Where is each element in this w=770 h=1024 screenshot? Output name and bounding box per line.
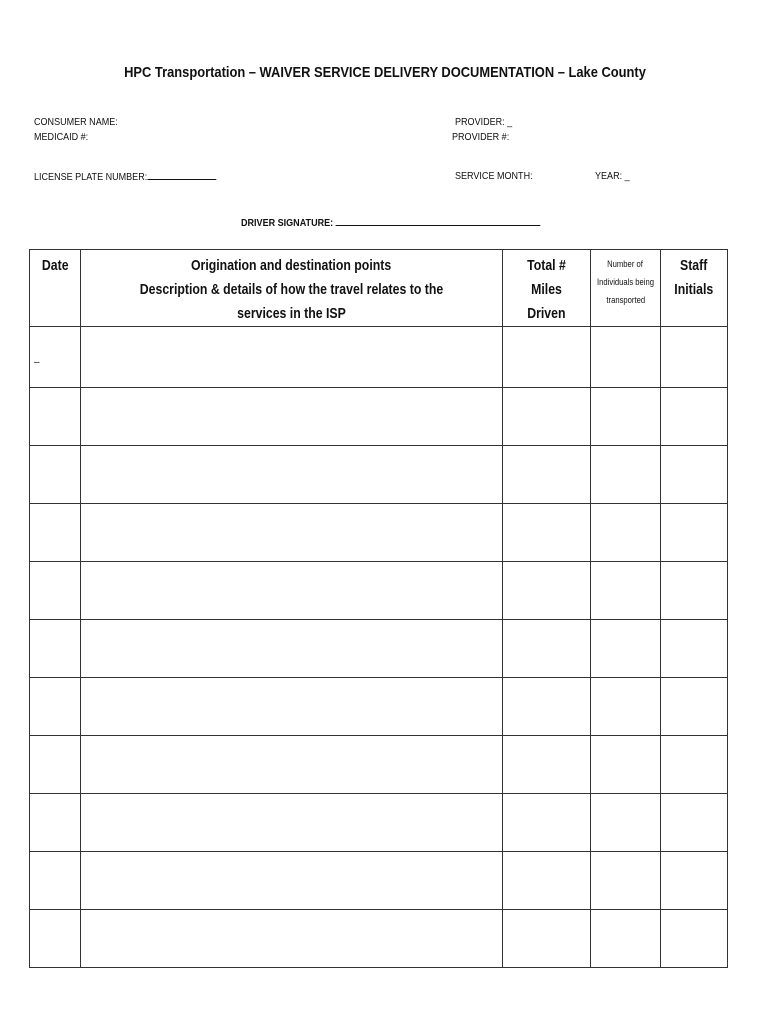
table-row: [30, 794, 728, 852]
description-cell[interactable]: [81, 504, 503, 562]
individuals-cell[interactable]: [591, 562, 661, 620]
table-row: [30, 910, 728, 968]
miles-cell[interactable]: [503, 620, 591, 678]
initials-cell[interactable]: [661, 910, 728, 968]
initials-cell[interactable]: [661, 794, 728, 852]
row-mark: –: [34, 357, 40, 368]
miles-cell[interactable]: [503, 794, 591, 852]
table-row: [30, 446, 728, 504]
license-plate-blank[interactable]: [147, 170, 216, 180]
provider-label: PROVIDER: _: [455, 116, 513, 128]
table-row: [30, 388, 728, 446]
date-cell[interactable]: [30, 327, 81, 388]
individuals-cell[interactable]: [591, 446, 661, 504]
individuals-cell[interactable]: [591, 910, 661, 968]
initials-cell[interactable]: [661, 504, 728, 562]
initials-cell[interactable]: [661, 562, 728, 620]
table-row: [30, 736, 728, 794]
description-cell[interactable]: [81, 620, 503, 678]
description-cell[interactable]: [81, 562, 503, 620]
initials-cell[interactable]: [661, 446, 728, 504]
description-cell[interactable]: [81, 852, 503, 910]
table-row: [30, 620, 728, 678]
description-cell[interactable]: [81, 327, 503, 388]
table-row: [30, 678, 728, 736]
miles-cell[interactable]: [503, 736, 591, 794]
page-title: HPC Transportation – WAIVER SERVICE DELIVERY DOCUMENTATION – Lake County: [124, 64, 646, 81]
individuals-cell[interactable]: [591, 388, 661, 446]
date-cell[interactable]: [30, 678, 81, 736]
medicaid-label: MEDICAID #:: [34, 131, 89, 143]
individuals-cell[interactable]: [591, 736, 661, 794]
date-cell[interactable]: [30, 794, 81, 852]
initials-cell[interactable]: [661, 736, 728, 794]
miles-cell[interactable]: [503, 910, 591, 968]
initials-cell[interactable]: [661, 620, 728, 678]
initials-cell[interactable]: [661, 678, 728, 736]
miles-cell[interactable]: [503, 327, 591, 388]
individuals-cell[interactable]: [591, 327, 661, 388]
description-cell[interactable]: [81, 794, 503, 852]
description-cell[interactable]: [81, 446, 503, 504]
service-month-label: SERVICE MONTH:: [455, 170, 533, 182]
miles-cell[interactable]: [503, 852, 591, 910]
table-row: [30, 327, 728, 388]
header-date: Date: [30, 250, 81, 327]
header-staff-initials: Staff Initials: [661, 250, 728, 327]
date-cell[interactable]: [30, 852, 81, 910]
header-origination-destination: Origination and destination points Description & details of how the travel relates to the services in the ISP: [81, 250, 503, 327]
initials-cell[interactable]: [661, 388, 728, 446]
table-header-row: [30, 250, 728, 327]
description-cell[interactable]: [81, 388, 503, 446]
individuals-cell[interactable]: [591, 504, 661, 562]
date-cell[interactable]: [30, 910, 81, 968]
miles-cell[interactable]: [503, 562, 591, 620]
header-number-of-individuals: Number of Individuals being transported: [591, 250, 661, 327]
license-plate-field: [34, 170, 216, 183]
consumer-name-label: CONSUMER NAME:: [34, 116, 118, 128]
description-cell[interactable]: [81, 736, 503, 794]
date-cell[interactable]: [30, 446, 81, 504]
table-row: [30, 852, 728, 910]
individuals-cell[interactable]: [591, 620, 661, 678]
miles-cell[interactable]: [503, 446, 591, 504]
license-plate-label: LICENSE PLATE NUMBER:: [34, 171, 148, 183]
individuals-cell[interactable]: [591, 794, 661, 852]
date-cell[interactable]: [30, 620, 81, 678]
individuals-cell[interactable]: [591, 678, 661, 736]
driver-signature-label: DRIVER SIGNATURE:: [241, 217, 334, 229]
initials-cell[interactable]: [661, 852, 728, 910]
miles-cell[interactable]: [503, 678, 591, 736]
date-cell[interactable]: [30, 562, 81, 620]
miles-cell[interactable]: [503, 388, 591, 446]
date-cell[interactable]: [30, 736, 81, 794]
individuals-cell[interactable]: [591, 852, 661, 910]
table-row: [30, 504, 728, 562]
miles-cell[interactable]: [503, 504, 591, 562]
year-label: YEAR: _: [595, 170, 630, 182]
table-row: [30, 562, 728, 620]
date-cell[interactable]: [30, 388, 81, 446]
description-cell[interactable]: [81, 910, 503, 968]
driver-signature-field: [241, 216, 540, 229]
description-cell[interactable]: [81, 678, 503, 736]
provider-number-label: PROVIDER #:: [452, 131, 510, 143]
service-log-table: [29, 249, 728, 968]
header-total-miles: Total # Miles Driven: [503, 250, 591, 327]
initials-cell[interactable]: [661, 327, 728, 388]
date-cell[interactable]: [30, 504, 81, 562]
driver-signature-blank[interactable]: [336, 216, 541, 226]
